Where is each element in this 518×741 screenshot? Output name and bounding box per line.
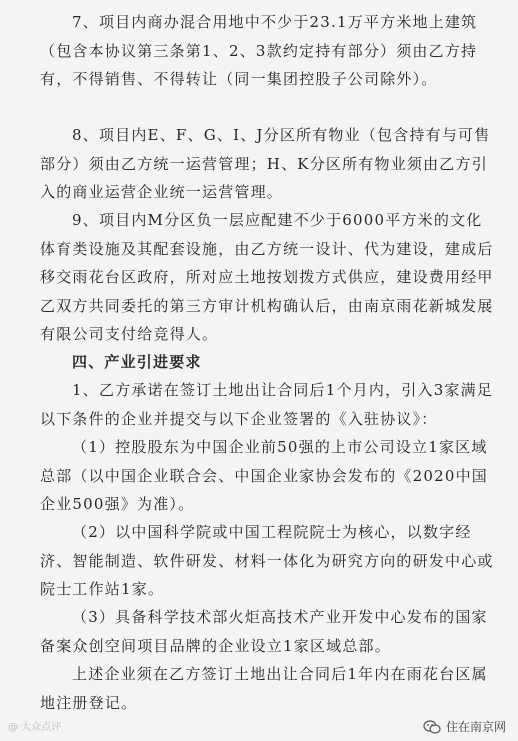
condition-1: （1）控股股东为中国企业前50强的上市公司设立1家区域总部（以中国企业联合会、中国企业家协会发布的《2020中国企业500强》为准）。: [40, 438, 488, 513]
condition-2: （2）以中国科学院或中国工程院院士为核心，以数字经济、智能制造、软件研发、材料一体化为研究方向的研发中心或院士工作站1家。: [40, 523, 494, 598]
clause-9: 9、项目内M分区负一层应配建不少于6000平方米的文化体育类设施及其配套设施，由乙方统一设计、代为建设，建成后移交雨花台区政府，所对应土地按划拨方式供应，建设费用经甲乙双方共同委托的第三方审计机构确认后，由南京雨花新城发展有限公司支付给竞得人。: [40, 211, 494, 343]
watermark-right-label: 住在南京网: [445, 720, 506, 734]
closing-paragraph: 上述企业须在乙方签订土地出让合同后1年内在雨花台区属地注册登记。: [40, 665, 488, 712]
clause-1: 1、乙方承诺在签订土地出让合同后1个月内，引入3家满足以下条件的企业并提交与以下企业签署的《入驻协议》：: [40, 381, 494, 428]
watermark-left: @ 大众点评: [8, 722, 62, 733]
clause-8: 8、项目内E、F、G、I、J分区所有物业（包含持有与可售部分）须由乙方统一运营管理；H、K分区所有物业须由乙方引入的商业运营企业统一运营管理。: [40, 126, 491, 201]
section-heading-4: 四、产业引进要求: [72, 353, 202, 371]
clause-7: 7、项目内商办混合用地中不少于23.1万平方米地上建筑（包含本协议第三条第1、2、3款约定持有部分）须由乙方持有，不得销售、不得转让（同一集团控股子公司除外）。: [40, 13, 478, 88]
watermark-right: [423, 718, 506, 735]
condition-3: （3）具备科学技术部火炬高技术产业开发中心发布的国家备案众创空间项目品牌的企业设立1家区域总部。: [40, 608, 488, 655]
wechat-icon: [423, 720, 441, 734]
